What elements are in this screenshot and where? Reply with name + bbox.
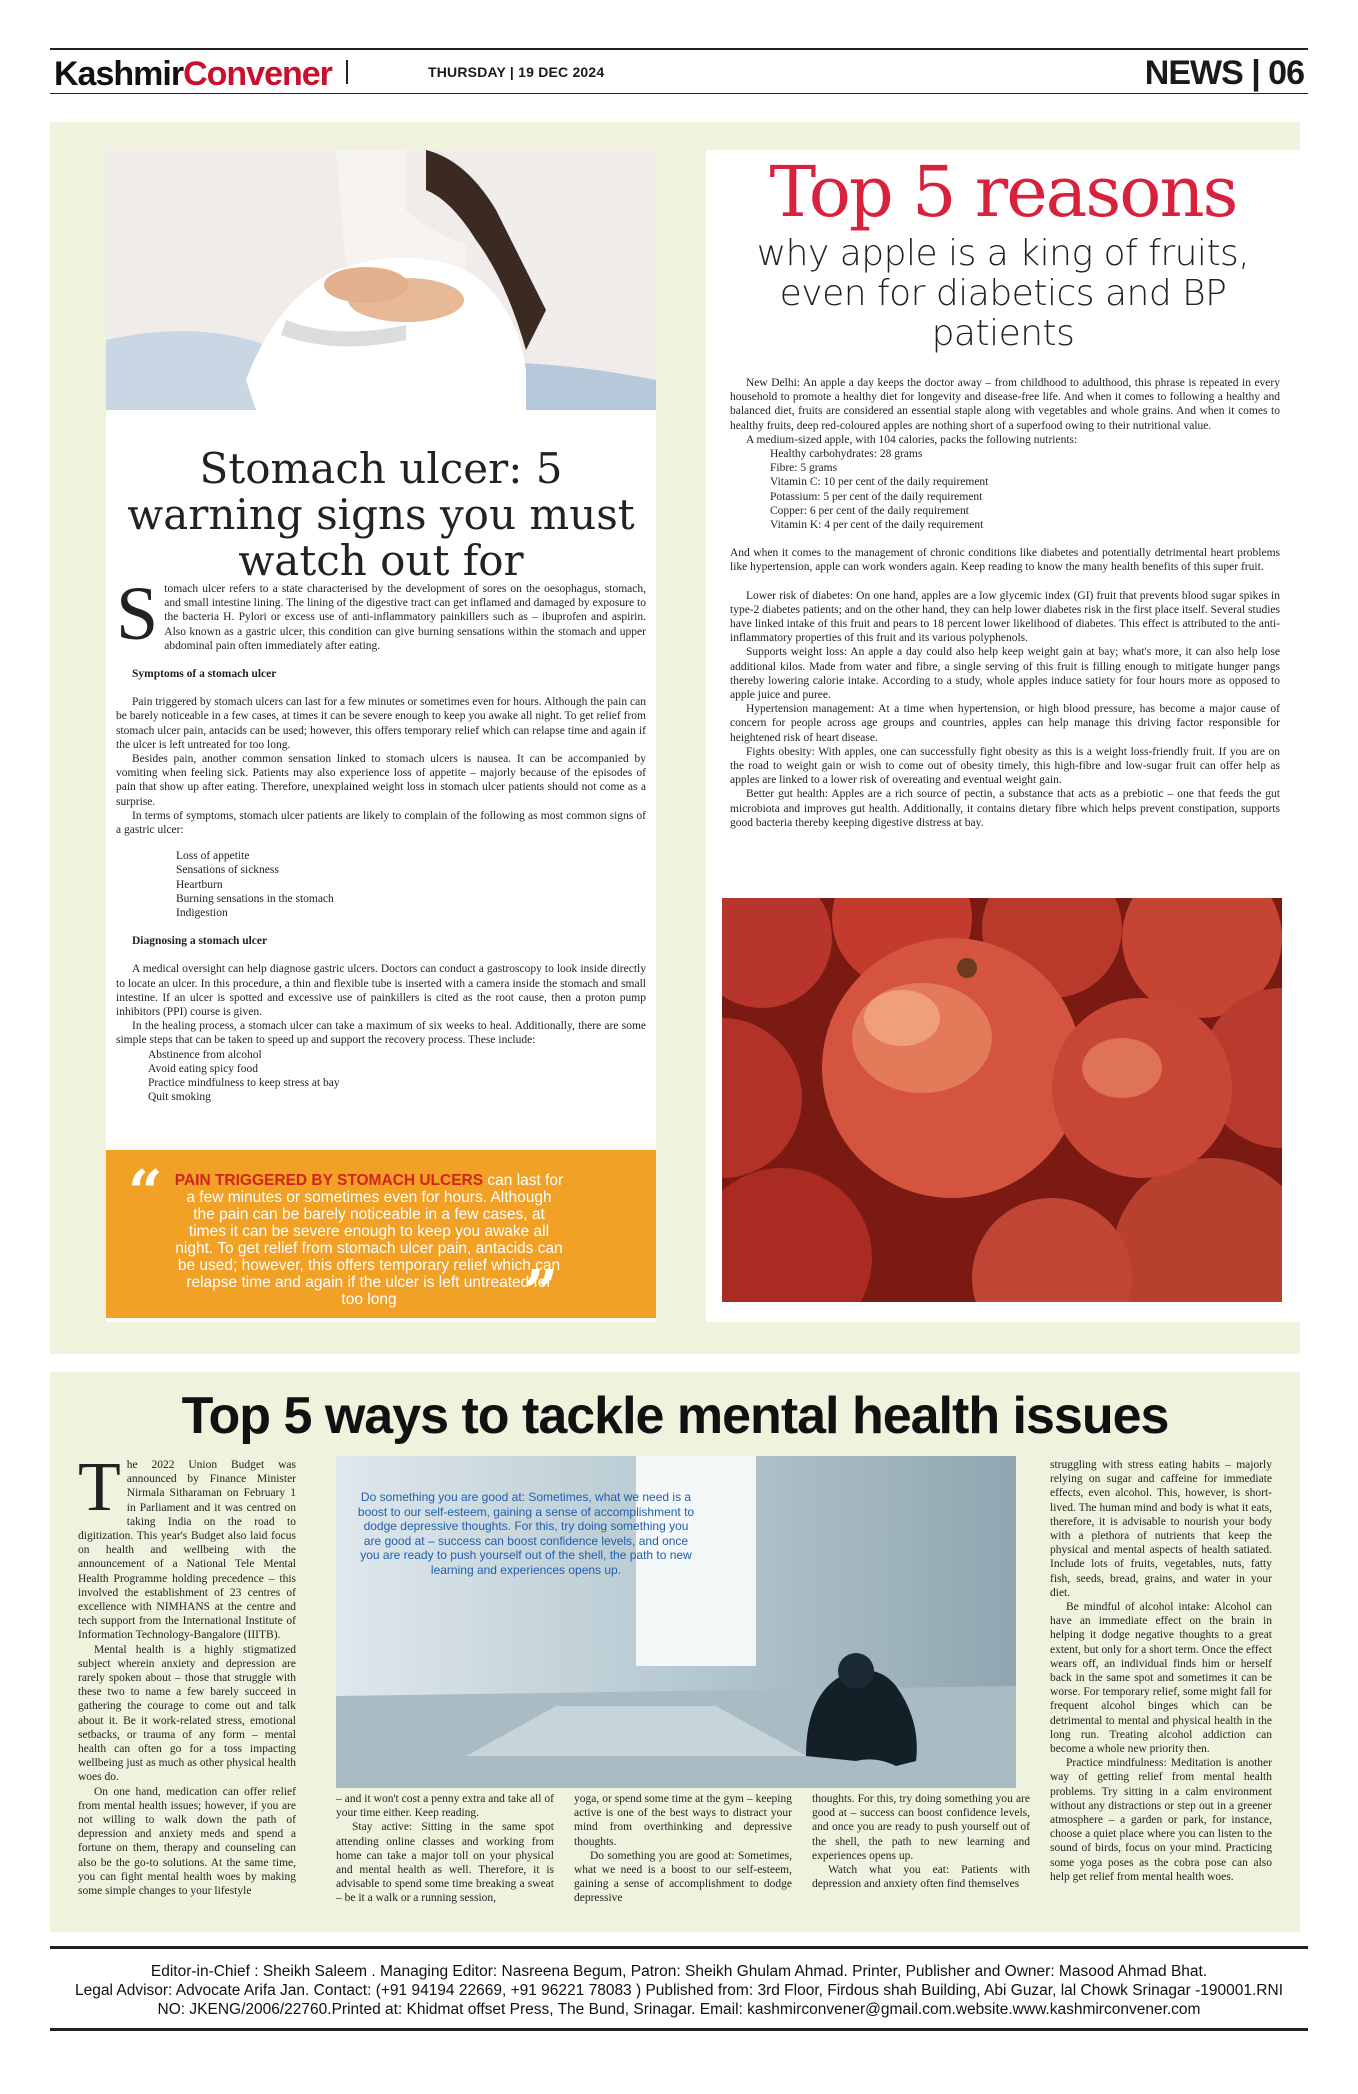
- mental-paragraph: Do something you are good at: Sometimes, what we need is a boost to our self-esteem, gaining a sense of accomplishment to dodge depressive: [574, 1849, 792, 1905]
- image-overlay-text: Do something you are good at: Sometimes, what we need is a boost to our self-esteem, gaining a sense of accomplishment to dodge depressive thoughts. For this, try doing something you are good at – success can boost confidence levels, and once you are ready to push yourself out of the shell, the path to new learning and experiences opens up.: [357, 1490, 695, 1577]
- ulcer-paragraph: Pain triggered by stomach ulcers can last for a few minutes or sometimes even for hours. Although the pain can be barely noticeable in a few cases, at times it can be severe enough to keep you awake all night. To get relief from stomach ulcer pain, antacids can be used; however, this offers temporary relief which can relapse time and again if the ulcer is left untreated for too long.: [116, 696, 646, 751]
- sad-person-photo: [336, 1456, 1016, 1788]
- apple-paragraph: Fights obesity: With apples, one can successfully fight obesity as this is a weight loss-friendly fruit. If you are on the road to weight gain or wish to come out of obesity timely, this high-fibre and low-sugar fruit can offer help as apples are linked to a lower risk of overeating and eventual weight gain.: [730, 745, 1280, 787]
- list-item: Quit smoking: [148, 1091, 211, 1104]
- list-item: Sensations of sickness: [176, 864, 279, 877]
- mental-paragraph: thoughts. For this, try doing something you are good at – success can boost confidence levels, and once you are ready to push yourself out of the shell, the path to new learning and experiences opens up.: [812, 1793, 1030, 1862]
- open-quote-icon: “: [128, 1158, 163, 1228]
- apple-paragraph: Hypertension management: At a time when hypertension, or high blood pressure, has become a major cause of concern for people across age groups and countries, apples can help manage this driving factor responsible for heightened risk of heart disease.: [730, 703, 1280, 744]
- drop-cap: S: [116, 572, 159, 656]
- top-articles-panel: [50, 122, 1300, 1354]
- mental-paragraph: he 2022 Union Budget was announced by Finance Minister Nirmala Sitharaman on February 1 in Parliament and it was centred on taking India on the road to digitization. This year's Budget also laid focus on health and wellbeing with the announcement of a National Tele Mental Health Programme holding precedence – this involved the establishment of 23 centres of excellence with NIMHANS at the centre and tech support from the International Institute of Information Technology-Bangalore (IIITB).: [78, 1459, 296, 1642]
- logo-convener: Convener: [183, 55, 332, 93]
- apple-subheadline: why apple is a king of fruits, even for diabetics and BP patients: [756, 233, 1250, 354]
- mental-health-headline: Top 5 ways to tackle mental health issues: [181, 1387, 1169, 1445]
- list-item: Vitamin K: 4 per cent of the daily requirement: [770, 519, 984, 532]
- mental-column-2: [336, 1792, 554, 1906]
- red-apples-photo: [722, 898, 1282, 1302]
- apple-headline: Top 5 reasons: [769, 151, 1237, 233]
- apple-paragraph: And when it comes to the management of chronic conditions like diabetes and potentially detrimental heart problems like hypertension, apple can work wonders again. Keep reading to know the many health benefits of this super fruit.: [730, 547, 1280, 574]
- mental-paragraph: Stay active: Sitting in the same spot attending online classes and working from home can take a major toll on your physical and mental health as well. Therefore, it is advisable to spend some time breaking a sweat – be it a walk or a running session,: [336, 1821, 554, 1905]
- apple-paragraph: Better gut health: Apples are a rich source of pectin, a substance that acts as a prebiotic – one that feeds the gut microbiota and improves gut health. Additionally, it contains dietary fibre which helps prevent constipation, supports good bacteria thereby keeping digestive distress at bay.: [730, 788, 1280, 829]
- imprint-footer: [50, 1962, 1308, 2019]
- footer-bottom-rule: [50, 2028, 1308, 2031]
- apple-body: [730, 376, 1280, 830]
- mental-paragraph: Watch what you eat: Patients with depression and anxiety often find themselves: [812, 1864, 1030, 1891]
- ulcer-intro: tomach ulcer refers to a state characterised by the development of sores on the oesophagus, stomach, and small intestine lining. The lining of the digestive tract can get inflamed and damaged by exposure to the bacteria H. Pylori or excess use of anti-inflammatory painkillers such as – ibuprofen and aspirin. Also known as a gastric ulcer, this condition can give burning sensations within the stomach and upper abdominal pain often immediately after eating.: [164, 583, 646, 652]
- list-item: Healthy carbohydrates: 28 grams: [770, 448, 923, 461]
- newspaper-logo[interactable]: [54, 56, 332, 92]
- mental-paragraph: Practice mindfulness: Meditation is another way of getting relief from mental health problems. Try sitting in a calm environment without any distractions or step out in a greener atmosphere – a garden or park, for instance, choose a quiet place where you can listen to the sound of birds, focus on your mind. Practicing some yoga poses as the cobra pose can also help get relief from mental health woes.: [1050, 1757, 1272, 1883]
- list-item: Fibre: 5 grams: [770, 462, 838, 475]
- mental-paragraph: Mental health is a highly stigmatized subject wherein anxiety and depression are rarely spoken about – those that struggle with these two to name a few barely succeed in gathering the courage to come out and talk about it. Be it work-related stress, emotional setbacks, or trauma of any form – mental health can often go for a toss impacting wellbeing just as much as other physical health woes do.: [78, 1643, 296, 1784]
- ulcer-paragraph: Besides pain, another common sensation linked to stomach ulcers is nausea. It can be accompanied by vomiting when feeling sick. Patients may also experience loss of appetite – majorly because of the episodes of pain that show up after eating. Therefore, unexplained weight loss in stomach ulcer patients should not come as a surprise.: [116, 753, 646, 808]
- stomach-pain-photo: [106, 150, 656, 410]
- ulcer-paragraph: In terms of symptoms, stomach ulcer patients are likely to complain of the following as most common signs of a gastric ulcer:: [116, 809, 646, 837]
- mental-paragraph: struggling with stress eating habits – majorly relying on sugar and caffeine for immediate effects, even alcohol. This, however, is short-lived. The human mind and body is what it eats, therefore, it is advisable to nourish your body with a plethora of nutrients that keep the physical and mental aspects of health satiated. Include lots of fruits, vegetables, nuts, fatty fish, seeds, bread, grains, and water in your diet.: [1050, 1459, 1272, 1599]
- list-item: Practice mindfulness to keep stress at bay: [148, 1077, 340, 1090]
- list-item: Avoid eating spicy food: [148, 1062, 258, 1075]
- issue-date: THURSDAY | 19 DEC 2024: [428, 64, 605, 80]
- mental-column-5: [1050, 1458, 1272, 1884]
- imprint-line: Legal Advisor: Advocate Arifa Jan. Contact: (+91 94194 22669, +91 96221 78083 ) Published from: 3rd Floor, Firdous shah Building, Abi Guzar, lal Chowk Srinagar -190001.RNI: [74, 1982, 1284, 1999]
- ulcer-headline: Stomach ulcer: 5 warning signs you must watch out for: [127, 444, 635, 585]
- ulcer-paragraph: A medical oversight can help diagnose gastric ulcers. Doctors can conduct a gastroscopy to look inside directly to locate an ulcer. In this procedure, a thin and flexible tube is inserted with a camera inside the stomach and small intestine. If an ulcer is spotted and excessive use of painkillers is cited as the root cause, then a proton pump inhibitors (PPI) course is given.: [116, 963, 646, 1019]
- list-item: Heartburn: [176, 878, 223, 891]
- mental-paragraph: On one hand, medication can offer relief from mental health issues; however, if you are not willing to walk down the path of depression and anxiety meds and spend a fortune on them, therapy and counseling can also be the go-to solutions. At the same time, you can fight mental health woes by making some simple changes to your lifestyle: [78, 1785, 296, 1898]
- imprint-line: NO: JKENG/2006/22760.Printed at: Khidmat offset Press, The Bund, Srinagar. Email: kashmirconvener@gmail.com.website.www.kashmirconvener.com: [157, 2001, 1201, 2018]
- ulcer-subhead-diagnosis: Diagnosing a stomach ulcer: [132, 935, 268, 948]
- ulcer-subhead-symptoms: Symptoms of a stomach ulcer: [132, 668, 277, 681]
- pull-quote-box: [106, 1150, 656, 1328]
- masthead: [50, 48, 1308, 94]
- ulcer-article: [106, 150, 656, 1328]
- drop-cap: T: [78, 1449, 121, 1526]
- nutrient-list: [770, 447, 1280, 532]
- apple-paragraph: Supports weight loss: An apple a day could also help keep weight gain at bay; what's more, it can also help lose additional kilos. Made from water and fibre, a single serving of this fruit is filling enough to mitigate hunger pangs thereby lowering calorie intake. According to a study, whole apples induce satiety for four hours more as opposed to apple juice and puree.: [730, 646, 1280, 702]
- apple-paragraph: Lower risk of diabetes: On one hand, apples are a low glycemic index (GI) fruit that prevents blood sugar spikes in type-2 diabetes patients; and on the other hand, they can help lower diabetes risk in the first place itself. Several studies have linked intake of this fruit and pears to 18 percent lower likelihood of diabetes. This effect is attributed to the anti-inflammatory properties of this fruit and its various polyphenols.: [730, 589, 1280, 645]
- list-item: Burning sensations in the stomach: [176, 892, 334, 905]
- pull-quote-body: can last for a few minutes or sometimes even for hours. Although the pain can be barely noticeable in a few cases, at times it can be severe enough to keep you awake all night. To get relief from stomach ulcer pain, antacids can be used; however, this offers temporary relief which can relapse time and again if the ulcer is left untreated for too long: [175, 1172, 564, 1308]
- mental-paragraph: Be mindful of alcohol intake: Alcohol can have an immediate effect on the brain in helping it dodge negative thoughts to a great extent, but only for a short term. Once the effect wears off, an individual finds him or herself back in the same spot and sometimes it can be worse. For temporary relief, some might fall for frequent alcohol binges which can be detrimental to mental and physical health in the long run. Treating alcohol addiction can become a whole new priority then.: [1050, 1601, 1272, 1756]
- mental-column-1: [78, 1449, 296, 1898]
- pull-quote-highlight: PAIN TRIGGERED BY STOMACH ULCERS: [174, 1172, 484, 1189]
- imprint-line: Editor-in-Chief : Sheikh Saleem . Managing Editor: Nasreena Begum, Patron: Sheikh Ghulam Ahmad. Printer, Publisher and Owner: Masood Ahmad Bhat.: [150, 1963, 1208, 1980]
- mental-paragraph: yoga, or spend some time at the gym – keeping active is one of the best ways to distract your mind from overthinking and depressive thoughts.: [574, 1793, 792, 1848]
- list-item: Loss of appetite: [176, 850, 250, 863]
- mental-paragraph: – and it won't cost a penny extra and take all of your time either. Keep reading.: [336, 1793, 554, 1820]
- footer-top-rule: [50, 1946, 1308, 1949]
- mental-health-panel: [50, 1372, 1300, 1932]
- close-quote-icon: ”: [523, 1258, 558, 1328]
- apple-paragraph: A medium-sized apple, with 104 calories, packs the following nutrients:: [746, 433, 1078, 446]
- section-page-label: NEWS | 06: [1144, 54, 1304, 92]
- list-item: Abstinence from alcohol: [148, 1048, 262, 1061]
- list-item: Vitamin C: 10 per cent of the daily requirement: [770, 476, 989, 489]
- apple-paragraph: New Delhi: An apple a day keeps the doctor away – from childhood to adulthood, this phrase is repeated in every household to promote a healthy diet for longevity and disease-free life. And when it comes to following a healthy and balanced diet, fruits are considered an essential staple along with vegetables and whole grains. And when it comes to healthy fruits, deep red-coloured apples are nothing short of a superfood owing to their nutritional value.: [730, 377, 1280, 432]
- list-item: Potassium: 5 per cent of the daily requirement: [770, 490, 983, 503]
- recovery-steps-list: [148, 1048, 646, 1105]
- masthead-divider: [346, 60, 348, 84]
- apple-article: [706, 150, 1300, 1322]
- pull-quote-text: [174, 1172, 564, 1308]
- ulcer-paragraph: In the healing process, a stomach ulcer can take a maximum of six weeks to heal. Additionally, there are some simple steps that can be taken to speed up and support the recovery process. These include:: [116, 1020, 646, 1047]
- logo-kashmir: Kashmir: [54, 55, 184, 93]
- mental-column-3: [574, 1792, 792, 1906]
- symptom-list: [176, 849, 646, 920]
- list-item: Indigestion: [176, 907, 228, 920]
- list-item: Copper: 6 per cent of the daily requirement: [770, 504, 969, 517]
- mental-column-4: [812, 1792, 1030, 1891]
- ulcer-body: [116, 572, 646, 1105]
